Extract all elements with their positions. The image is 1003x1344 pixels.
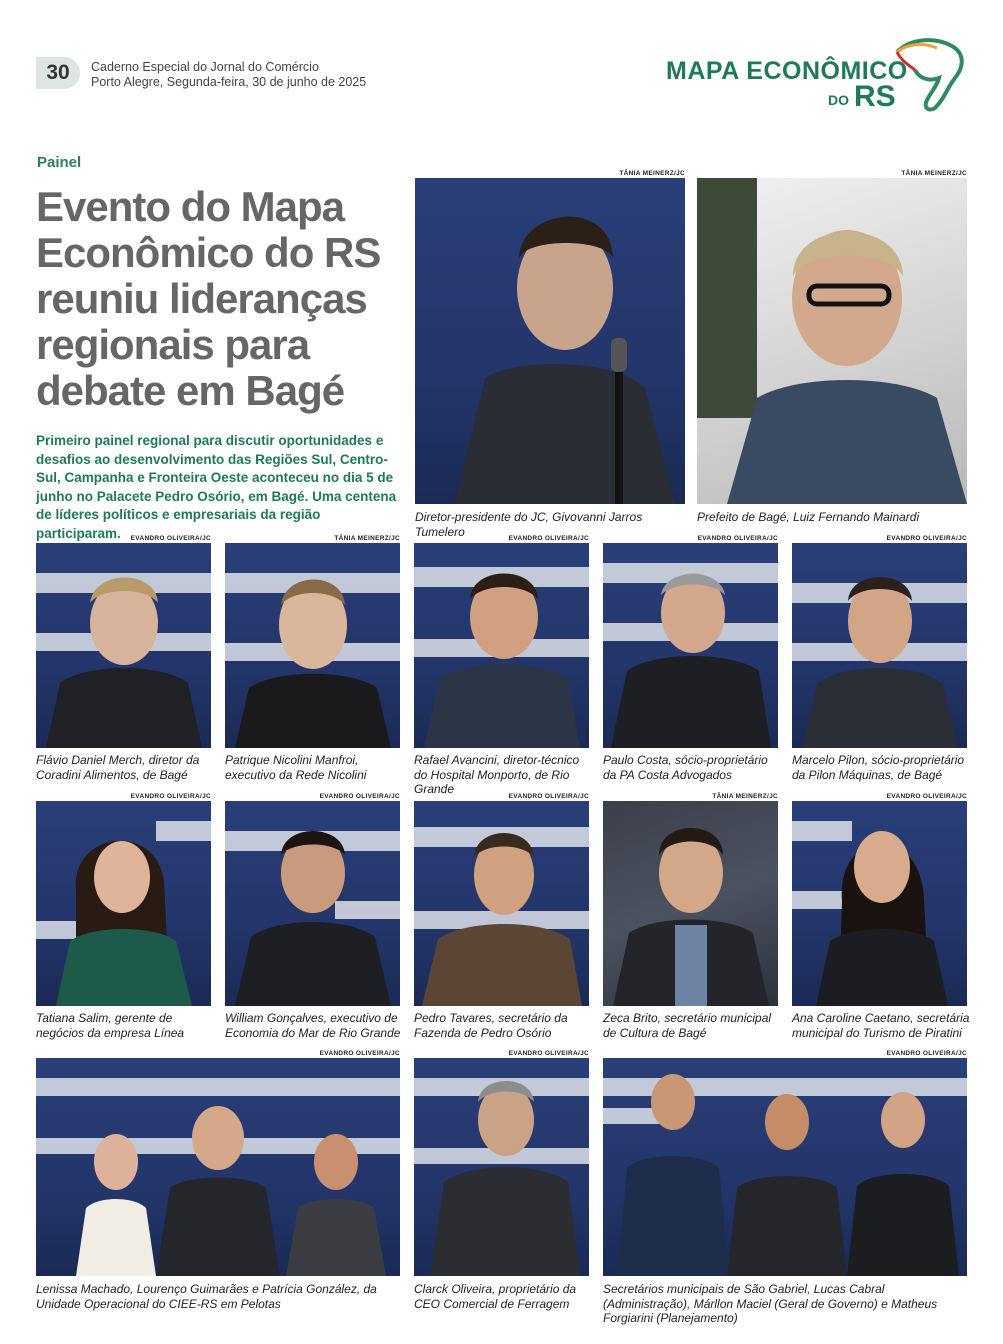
photo-caption: Patrique Nicolini Manfroi, executivo da Rede Nicolini (225, 753, 367, 782)
photo-portrait (603, 801, 778, 1006)
headline: Evento do Mapa Econômico do RS reuniu lideranças regionais para debate em Bagé (36, 183, 381, 414)
photo-credit: EVANDRO OLIVEIRA/JC (886, 793, 967, 800)
photo-caption: Zeca Brito, secretário municipal de Cultura de Bagé (603, 1011, 772, 1040)
photo-caption: Pedro Tavares, secretário da Fazenda de Pedro Osório (414, 1011, 568, 1040)
photo-caption: Secretários municipais de São Gabriel, Lucas Cabral (Administração), Márllon Maciel (Geral de Governo) e Matheus Forgiarini (Planejamento) (603, 1282, 938, 1325)
photo-group-three (36, 1058, 400, 1276)
photo-caption: Ana Caroline Caetano, secretária municipal do Turismo de Piratini (792, 1011, 970, 1040)
photo-credit: EVANDRO OLIVEIRA/JC (319, 793, 400, 800)
photo-group-three (603, 1058, 967, 1276)
photo-caption: Rafael Avancini, diretor-técnico do Hospital Monporto, de Rio Grande (414, 753, 580, 796)
photo-credit: EVANDRO OLIVEIRA/JC (130, 535, 211, 542)
photo-credit: EVANDRO OLIVEIRA/JC (508, 1050, 589, 1057)
photo-credit: EVANDRO OLIVEIRA/JC (130, 793, 211, 800)
photo-portrait (36, 801, 211, 1006)
photo-caption: Prefeito de Bagé, Luiz Fernando Mainardi (697, 510, 920, 524)
photo-caption: William Gonçalves, executivo de Economia do Mar de Rio Grande (225, 1011, 401, 1040)
publication-name: Caderno Especial do Jornal do Comércio (91, 60, 319, 74)
photo-credit: EVANDRO OLIVEIRA/JC (886, 535, 967, 542)
photo-portrait (225, 543, 400, 748)
photo-portrait (414, 1058, 589, 1276)
section-label: Painel (37, 154, 82, 171)
photo-caption: Clarck Oliveira, proprietário da CEO Comercial de Ferragem (414, 1282, 577, 1311)
rs-map-icon (889, 38, 967, 112)
photo-caption: Lenissa Machado, Lourenço Guimarães e Patrícia González, da Unidade Operacional do CIEE-RS em Pelotas (36, 1282, 377, 1311)
photo-portrait (36, 543, 211, 748)
photo-credit: EVANDRO OLIVEIRA/JC (508, 535, 589, 542)
photo-credit: TÂNIA MEINERZ/JC (619, 170, 685, 177)
photo-caption: Flávio Daniel Merch, diretor da Coradini Alimentos, de Bagé (36, 753, 200, 782)
photo-credit: TÂNIA MEINERZ/JC (334, 535, 400, 542)
photo-director-speaking (415, 178, 685, 504)
photo-caption: Marcelo Pilon, sócio-proprietário da Pilon Máquinas, de Bagé (792, 753, 965, 782)
lead-paragraph: Primeiro painel regional para discutir oportunidades e desafios ao desenvolvimento das Regiões Sul, Centro-Sul, Campanha e Fronteira Oeste aconteceu no dia 5 de junho no Palacete Pedro Osório, em Bagé. Uma centena de líderes políticos e empresariais da região participaram. (36, 433, 397, 541)
photo-credit: EVANDRO OLIVEIRA/JC (697, 535, 778, 542)
photo-portrait (603, 543, 778, 748)
photo-caption: Diretor-presidente do JC, Givovanni Jarros Tumelero (415, 510, 643, 539)
photo-portrait (792, 801, 967, 1006)
photo-caption: Paulo Costa, sócio-proprietário da PA Costa Advogados (603, 753, 768, 782)
brand-logo (664, 42, 964, 112)
brand-do: DO (828, 92, 849, 108)
photo-credit: EVANDRO OLIVEIRA/JC (508, 793, 589, 800)
photo-credit: EVANDRO OLIVEIRA/JC (319, 1050, 400, 1057)
photo-mayor (697, 178, 967, 504)
page-number: 30 (36, 57, 80, 89)
brand-rs: RS (854, 80, 896, 113)
photo-portrait (792, 543, 967, 748)
photo-credit: TÂNIA MEINERZ/JC (712, 793, 778, 800)
photo-credit: EVANDRO OLIVEIRA/JC (886, 1050, 967, 1057)
photo-portrait (414, 801, 589, 1006)
publication-date: Porto Alegre, Segunda-feira, 30 de junho de 2025 (91, 75, 367, 89)
photo-portrait (225, 801, 400, 1006)
brand-title: MAPA ECONÔMICO (666, 57, 908, 85)
photo-portrait (414, 543, 589, 748)
photo-credit: TÂNIA MEINERZ/JC (901, 170, 967, 177)
photo-caption: Tatiana Salim, gerente de negócios da empresa Línea (36, 1011, 185, 1040)
